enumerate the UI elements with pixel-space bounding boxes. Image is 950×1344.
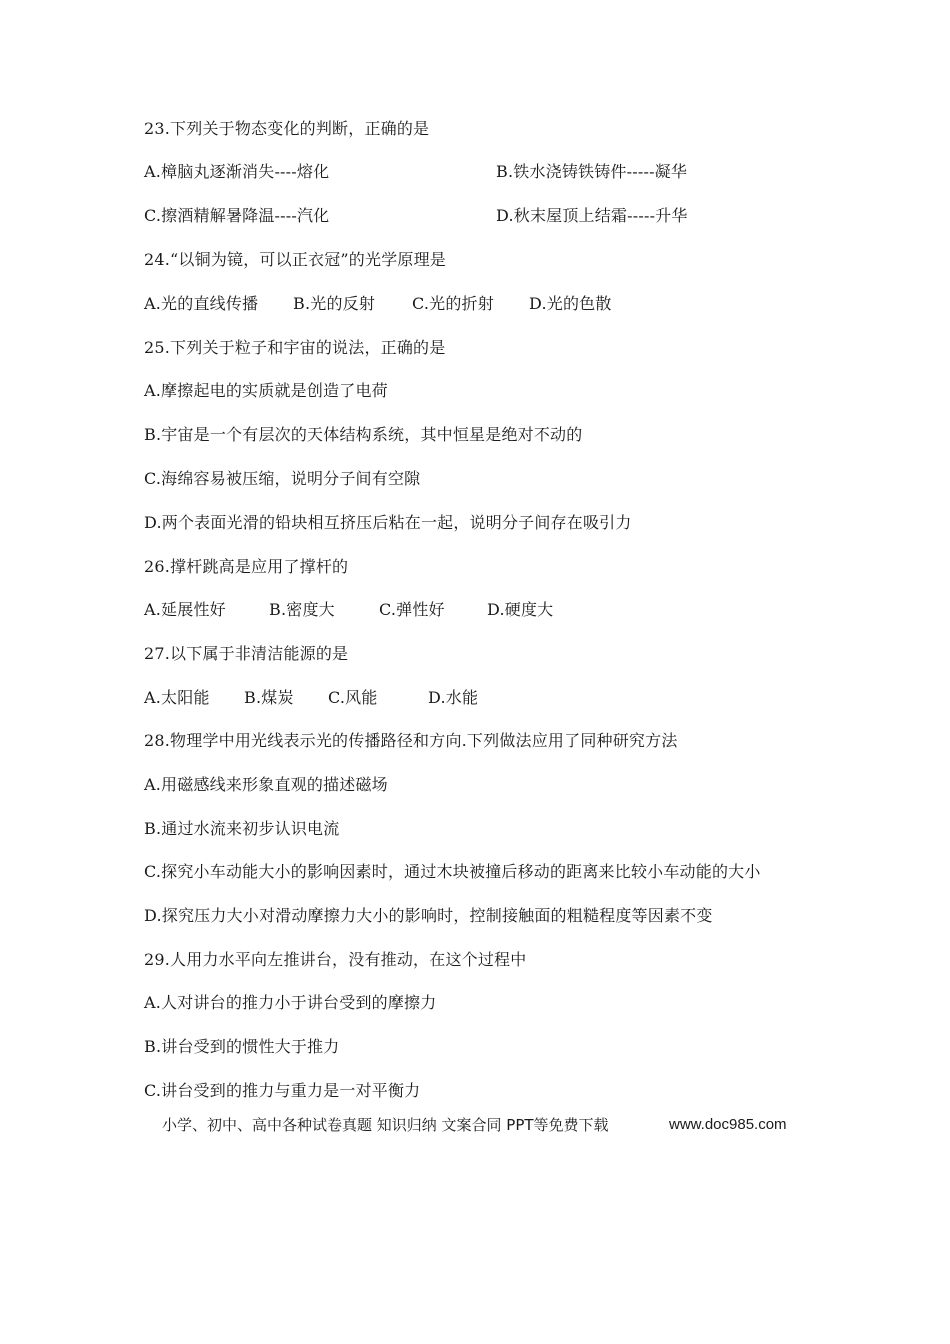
question-27-option-d: D.水能	[428, 688, 479, 707]
question-27-stem: 27.以下属于非清洁能源的是	[144, 644, 349, 663]
question-23-stem: 23.下列关于物态变化的判断，正确的是	[144, 119, 430, 138]
question-24-option-d: D.光的色散	[529, 294, 612, 313]
question-24-option-b: B.光的反射	[293, 294, 376, 313]
question-23-option-a: A.樟脑丸逐渐消失----熔化	[144, 162, 330, 181]
footer-url-link[interactable]: www.doc985.com	[669, 1116, 787, 1133]
question-23-option-b: B.铁水浇铸铁铸件-----凝华	[496, 162, 688, 181]
question-29-option-a: A.人对讲台的推力小于讲台受到的摩擦力	[144, 993, 437, 1012]
question-27-option-c: C.风能	[328, 688, 378, 707]
question-26-option-c: C.弹性好	[379, 600, 445, 619]
question-28-option-a: A.用磁感线来形象直观的描述磁场	[144, 775, 388, 794]
question-28-option-c: C.探究小车动能大小的影响因素时，通过木块被撞后移动的距离来比较小车动能的大小	[144, 862, 761, 881]
question-28-option-d: D.探究压力大小对滑动摩擦力大小的影响时，控制接触面的粗糙程度等因素不变	[144, 906, 713, 925]
question-27-option-a: A.太阳能	[144, 688, 210, 707]
question-23-option-c: C.擦酒精解暑降温----汽化	[144, 206, 330, 225]
question-27-option-b: B.煤炭	[244, 688, 294, 707]
question-28-stem: 28.物理学中用光线表示光的传播路径和方向.下列做法应用了同种研究方法	[144, 731, 678, 750]
question-26-stem: 26.撑杆跳高是应用了撑杆的	[144, 557, 349, 576]
question-25-option-c: C.海绵容易被压缩，说明分子间有空隙	[144, 469, 421, 488]
question-24-option-a: A.光的直线传播	[144, 294, 259, 313]
question-25-stem: 25.下列关于粒子和宇宙的说法，正确的是	[144, 338, 446, 357]
question-24-option-c: C.光的折射	[412, 294, 494, 313]
question-29-stem: 29.人用力水平向左推讲台，没有推动，在这个过程中	[144, 950, 527, 969]
question-25-option-a: A.摩擦起电的实质就是创造了电荷	[144, 381, 388, 400]
question-26-option-a: A.延展性好	[144, 600, 226, 619]
question-28-option-b: B.通过水流来初步认识电流	[144, 819, 340, 838]
question-25-option-d: D.两个表面光滑的铅块相互挤压后粘在一起，说明分子间存在吸引力	[144, 513, 632, 532]
question-23-option-d: D.秋末屋顶上结霜-----升华	[496, 206, 688, 225]
question-26-option-b: B.密度大	[269, 600, 335, 619]
question-25-option-b: B.宇宙是一个有层次的天体结构系统，其中恒星是绝对不动的	[144, 425, 583, 444]
footer-promo-text: 小学、初中、高中各种试卷真题 知识归纳 文案合同 PPT等免费下载	[162, 1116, 609, 1134]
question-29-option-b: B.讲台受到的惯性大于推力	[144, 1037, 340, 1056]
question-26-option-d: D.硬度大	[487, 600, 554, 619]
question-24-stem: 24.“以铜为镜，可以正衣冠”的光学原理是	[144, 250, 447, 269]
question-29-option-c: C.讲台受到的推力与重力是一对平衡力	[144, 1081, 421, 1100]
